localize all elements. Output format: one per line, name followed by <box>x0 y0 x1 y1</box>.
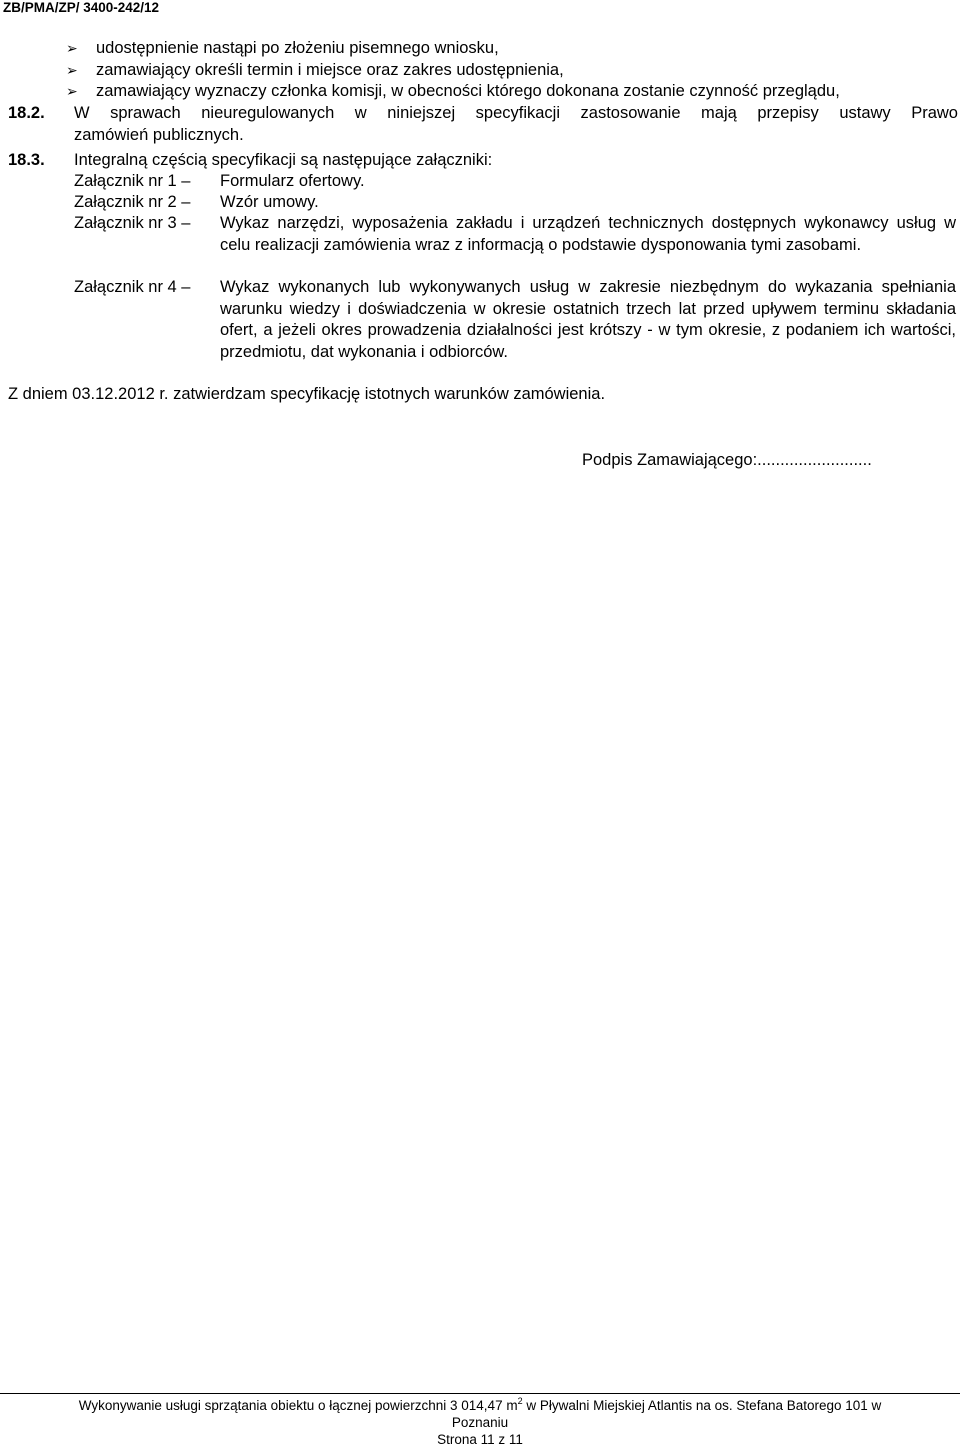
footer-title <box>0 1397 960 1414</box>
bullet-text: zamawiający określi termin i miejsce oraz zakres udostępnienia, <box>96 60 564 79</box>
section-number: 18.3. <box>8 151 45 169</box>
bullet-text: zamawiający wyznaczy członka komisji, w obecności którego dokonana zostanie czynność przeglądu, <box>96 82 840 100</box>
approval-statement: Z dniem 03.12.2012 r. zatwierdzam specyfikację istotnych warunków zamówienia. <box>8 385 606 403</box>
arrow-bullet-icon: ➢ <box>66 61 78 78</box>
attachment-label: Załącznik nr 4 – <box>74 278 191 296</box>
section-text: Integralną częścią specyfikacji są następujące załączniki: <box>74 151 493 169</box>
signature-line: Podpis Zamawiającego:......................... <box>582 451 872 469</box>
list-item <box>66 81 840 103</box>
section-text <box>74 103 958 146</box>
attachment-text: Formularz ofertowy. <box>220 172 365 190</box>
footer-title-part: Wykonywanie usługi sprzątania obiektu o łącznej powierzchni 3 014,47 m <box>78 1398 518 1413</box>
section-text-line: zamówień publicznych. <box>74 125 244 144</box>
footer-title-superscript: 2 <box>517 1395 523 1406</box>
section-number: 18.2. <box>8 104 45 122</box>
page-footer <box>0 1397 960 1448</box>
footer-title-part: w Pływalni Miejskiej Atlantis na os. Stefana Batorego 101 w <box>522 1398 882 1413</box>
list-item <box>66 60 840 82</box>
page-number: Strona 11 z 11 <box>437 1432 523 1447</box>
list-item <box>66 38 840 60</box>
attachment-text: Wykaz wykonanych lub wykonywanych usług w zakresie niezbędnym do wykazania spełniania warunku wiedzy i doświadczenia w okresie ostatnich trzech lat przed upływem terminu składania ofert, a jeżeli okres prowadzenia działalności jest krótszy - w tym okresie, z podaniem ich wartości, przedmiotu, dat wykonania i odbiorców. <box>220 278 956 361</box>
bullet-list <box>66 38 840 103</box>
arrow-bullet-icon: ➢ <box>66 83 78 99</box>
section-18-2 <box>8 103 958 146</box>
footer-divider <box>0 1393 960 1394</box>
document-number: ZB/PMA/ZP/ 3400-242/12 <box>3 0 160 15</box>
arrow-bullet-icon: ➢ <box>66 40 78 56</box>
attachment-label: Załącznik nr 1 – <box>74 172 191 190</box>
attachment-label: Załącznik nr 2 – <box>74 193 191 211</box>
attachment-label: Załącznik nr 3 – <box>74 214 191 232</box>
bullet-text: udostępnienie nastąpi po złożeniu pisemnego wniosku, <box>96 39 499 57</box>
attachment-text: Wzór umowy. <box>220 193 319 211</box>
footer-location: Poznaniu <box>451 1415 509 1430</box>
attachment-text: Wykaz narzędzi, wyposażenia zakładu i urządzeń technicznych dostępnych wykonawcy usług w celu realizacji zamówienia wraz z informacją o podstawie dysponowania tymi zasobami. <box>220 214 956 254</box>
section-text-line: W sprawach nieuregulowanych w niniejszej specyfikacji zastosowanie mają przepisy ustawy Prawo <box>74 104 958 122</box>
